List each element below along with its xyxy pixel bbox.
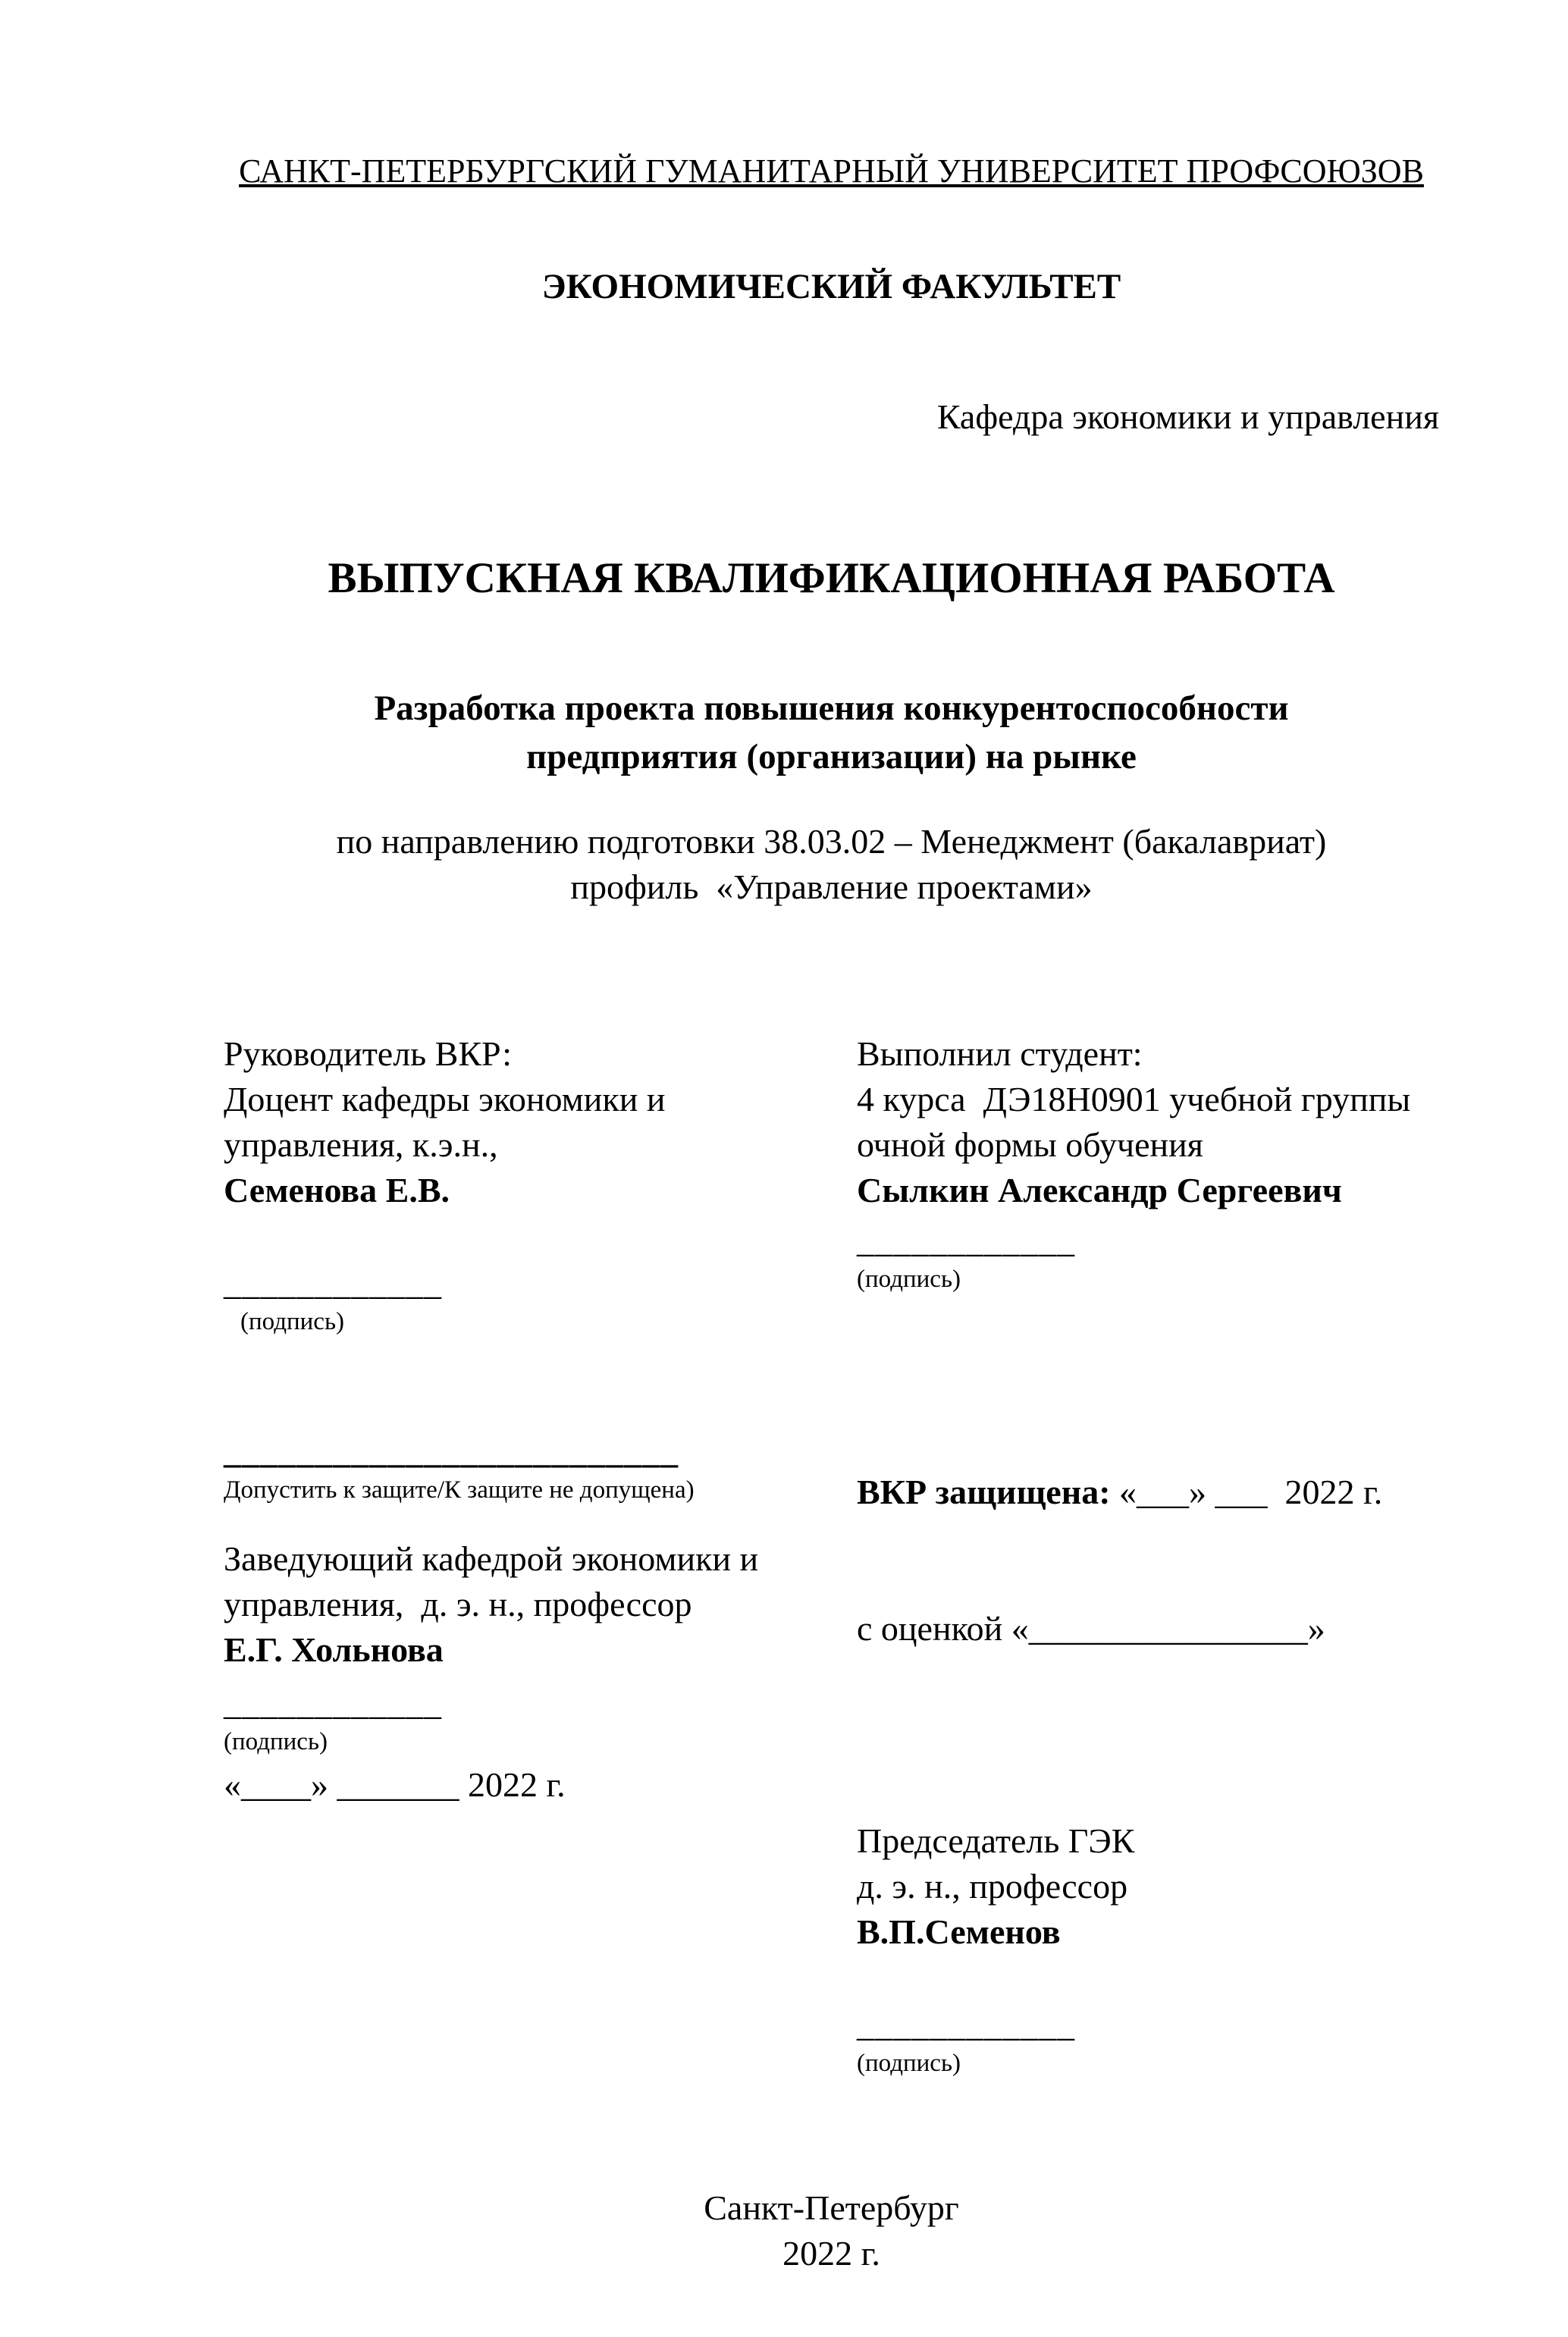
student-block — [857, 1031, 1439, 1295]
footer-block — [224, 2185, 1439, 2276]
department-head-signature-caption: (подпись) — [224, 1728, 328, 1755]
student-label: Выполнил студент: — [857, 1034, 1143, 1073]
gek-chair-position-line2: д. э. н., профессор — [857, 1867, 1128, 1906]
defense-date-part: «___» ___ 2022 г. — [1110, 1473, 1383, 1511]
supervisor-position-line1: Доцент кафедры экономики и — [224, 1080, 666, 1118]
admission-block — [224, 1429, 857, 1506]
department-head-position-line2: управления, д. э. н., профессор — [224, 1585, 692, 1623]
department-head-date-line: «____» _______ 2022 г. — [224, 1765, 566, 1804]
supervisor-name: Семенова Е.В. — [224, 1171, 450, 1209]
footer-city: Санкт-Петербург — [704, 2188, 959, 2227]
thesis-title-line1: Разработка проекта повышения конкурентоспособности — [374, 689, 1289, 728]
profile-line: профиль «Управление проектами» — [570, 867, 1093, 906]
student-name: Сылкин Александр Сергеевич — [857, 1171, 1342, 1209]
direction-line: по направлению подготовки 38.03.02 – Менеджмент (бакалавриат) — [336, 822, 1327, 861]
admission-caption: Допустить к защите/К защите не допущена) — [224, 1476, 695, 1504]
defense-label: ВКР защищена: — [857, 1473, 1111, 1511]
gek-chair-block — [857, 1818, 1439, 2079]
faculty-name: ЭКОНОМИЧЕСКИЙ ФАКУЛЬТЕТ — [541, 267, 1121, 306]
supervisor-signature-caption: (подпись) — [240, 1308, 344, 1335]
student-info-line1: 4 курса ДЭ18Н0901 учебной группы — [857, 1080, 1411, 1118]
right-column — [857, 1031, 1439, 2079]
gek-chair-position-line1: Председатель ГЭК — [857, 1821, 1135, 1860]
gek-chair-signature-caption: (подпись) — [857, 2050, 961, 2077]
supervisor-signature-line: ____________ — [224, 1263, 442, 1302]
admission-line: _________________________ — [224, 1432, 679, 1470]
defense-date-line — [857, 1470, 1439, 1515]
thesis-title — [224, 684, 1439, 781]
student-info-line2: очной формы обучения — [857, 1125, 1203, 1164]
defense-block — [857, 1379, 1439, 1743]
gek-chair-name: В.П.Семенов — [857, 1912, 1061, 1951]
gek-chair-signature-line: ____________ — [857, 2005, 1075, 2044]
student-signature-caption: (подпись) — [857, 1266, 961, 1293]
supervisor-position-line2: управления, к.э.н., — [224, 1125, 498, 1164]
defense-grade-line: с оценкой «________________» — [857, 1609, 1325, 1648]
department-head-block — [224, 1536, 857, 1808]
work-type-title: ВЫПУСКНАЯ КВАЛИФИКАЦИОННАЯ РАБОТА — [328, 554, 1335, 602]
department-head-position-line1: Заведующий кафедрой экономики и — [224, 1539, 759, 1578]
signatures-section — [224, 1031, 1439, 2079]
program-info — [224, 819, 1439, 910]
department-name: Кафедра экономики и управления — [936, 397, 1439, 436]
supervisor-block — [224, 1031, 857, 1338]
footer-year: 2022 г. — [782, 2234, 880, 2273]
department-head-signature-line: ____________ — [224, 1683, 442, 1722]
student-signature-line: ____________ — [857, 1221, 1075, 1259]
left-column — [224, 1031, 857, 1808]
department-head-name: Е.Г. Хольнова — [224, 1630, 444, 1669]
university-name: САНКТ-ПЕТЕРБУРГСКИЙ ГУМАНИТАРНЫЙ УНИВЕРСИТЕТ ПРОФСОЮЗОВ — [239, 152, 1424, 190]
thesis-title-line2: предприятия (организации) на рынке — [526, 737, 1137, 776]
supervisor-label: Руководитель ВКР: — [224, 1034, 513, 1073]
